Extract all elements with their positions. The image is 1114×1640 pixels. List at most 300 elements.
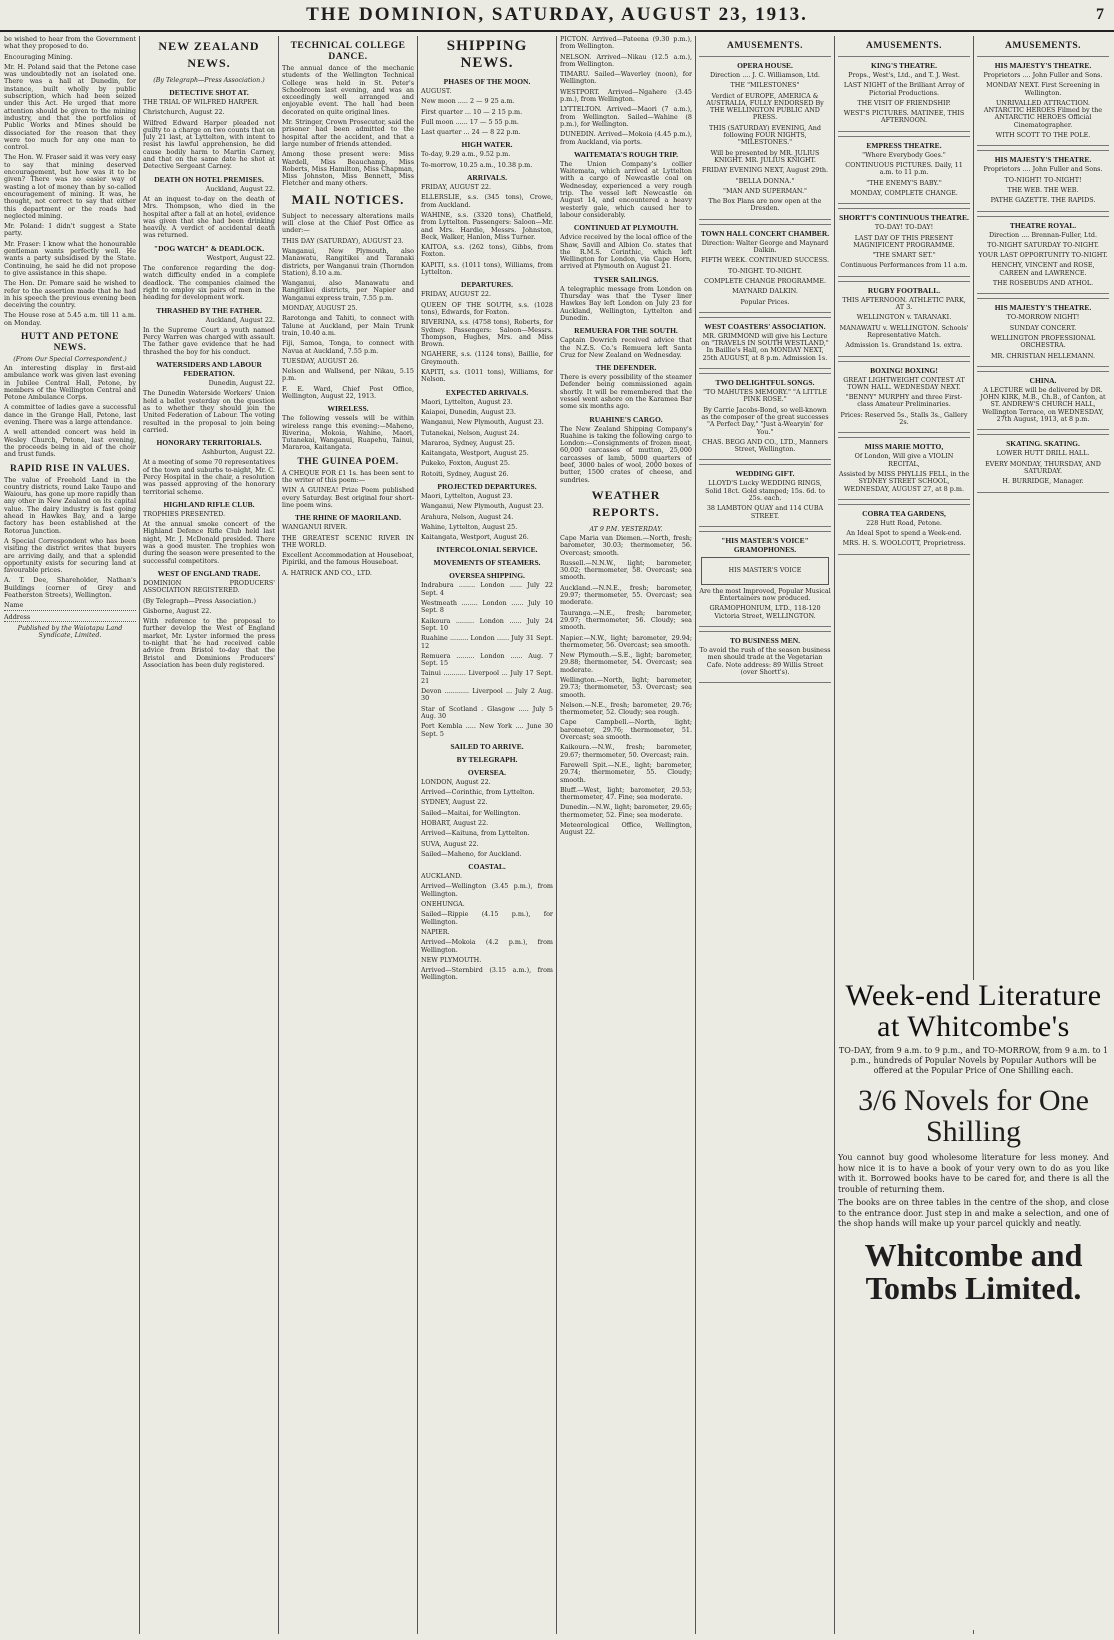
- nz-news-byline: (By Telegraph—Press Association.): [153, 77, 265, 84]
- article-paragraph: Gisborne, August 22.: [143, 606, 212, 615]
- column-rule: [695, 36, 696, 1634]
- departure-entry: KAPITI, s.s. (1011 tons), Williams, for Nelson.: [421, 368, 553, 384]
- oversea-shipping-row: Remuera ......... London ...... Aug. 7 Sept. 15: [421, 651, 553, 668]
- ad-line: A. HATRICK AND CO., LTD.: [282, 568, 372, 577]
- advertisement: [699, 373, 831, 460]
- moon-phase-line: First quarter ... 10 — 2 15 p.m.: [421, 107, 523, 116]
- nz-news-sections: [143, 88, 275, 669]
- ad-title: WEST COASTERS' ASSOCIATION.: [704, 321, 826, 331]
- ad-line: UNRIVALLED ATTRACTION. ANTARCTIC HEROES Filmed by the ANTARCTIC HEROES Official Cinematographer.: [983, 98, 1103, 129]
- weather-report-line: Dunedin.—N.W., light; barometer, 29.65; thermometer, 52. Fine; sea moderate.: [560, 803, 692, 819]
- departure-entry: RIVERINA, s.s. (4758 tons), Roberts, for Sydney. Passengers: Saloon—Messrs. Thompson, Hughes, Mrs. and Miss Brown.: [421, 318, 553, 349]
- advertisement: [838, 361, 970, 434]
- telegram-line: Arrived—Corinthic, from Lyttelton.: [421, 788, 535, 797]
- ad-line: YOUR LAST OPPORTUNITY TO-NIGHT.: [978, 251, 1108, 260]
- moon-phases-heading: PHASES OF THE MOON.: [443, 77, 531, 86]
- whitcombe-body-paragraph: The books are on three tables in the centre of the shop, and close to the entrance door. Just step in and make a selection, and one of the shop hands will make up your parcel quickly and neatly.: [838, 1198, 1109, 1228]
- telegram-line: Arrived—Mokoia (4.2 p.m.), from Wellington.: [421, 938, 553, 954]
- whitcombe-novels-headline: 3/6 Novels for One Shilling: [858, 1084, 1089, 1148]
- whitcombe-body-paragraph: You cannot buy good wholesome literature for less money. And how nice it is to have a book of your very own to do as you like with it. Borrowed books have to be cared for, and there is all the trouble of returning them.: [838, 1153, 1109, 1194]
- article-paragraph: The value of Freehold Land in the country districts, round Lake Taupo and Waiouru, has gone up more rapidly than any other in New Zealand on its capital value. The dairy industry is fast going ahead in Hawkes Bay, and a large factory has been established at the Rotorua Junction.: [4, 475, 136, 535]
- mail-notice-line: MONDAY, AUGUST 25.: [282, 304, 358, 313]
- moon-phase-line: AUGUST.: [421, 87, 452, 95]
- mail-notice-line: Nelson and Wallsend, per Nikau, 5.15 p.m.: [282, 367, 414, 383]
- weather-report-line: Bluff.—West, light; barometer, 29.53; thermometer, 47. Fine; sea moderate.: [560, 785, 692, 802]
- wanganui-river-ad: [282, 524, 414, 577]
- article-paragraph: At a meeting of some 70 representatives of the town and suburbs to-night, Mr. C. Percy Hospital in the chair, a resolution was passed approving of the honorary territorial scheme.: [143, 458, 275, 496]
- article-paragraph: TROPHIES PRESENTED.: [143, 509, 226, 518]
- tyser-article: [560, 286, 692, 322]
- ad-line: Are the most Improved, Popular Musical Entertainers now produced.: [699, 586, 831, 603]
- remuera-heading: REMUERA FOR THE SOUTH.: [574, 326, 678, 336]
- ad-line: Proprietors .... John Fuller and Sons.: [983, 71, 1103, 79]
- section-heading: DEATH ON HOTEL PREMISES.: [154, 174, 264, 184]
- gramophone-logo: HIS MASTER'S VOICE: [701, 557, 828, 585]
- coastal-ports: [560, 36, 692, 146]
- ad-title: HIS MAJESTY'S THEATRE.: [994, 61, 1092, 70]
- oversea-shipping-row: Devon ............ Liverpool ... July 2 Aug. 30: [421, 687, 553, 703]
- shipping-news-heading: SHIPPING NEWS.: [446, 38, 528, 71]
- tyser-heading: TYSER SAILINGS.: [593, 274, 659, 284]
- mail-notice-line: Rarotonga and Tahiti, to connect with Talune at Auckland, per Main Trunk train, 10.40 a.m.: [282, 314, 414, 337]
- high-water-line: To-morrow, 10.25 a.m., 10.38 p.m.: [421, 160, 533, 169]
- article-paragraph: The annual dance of the mechanic students of the Wellington Technical College was held in St. Peter's Schoolroom last evening, and was an exceedingly well arranged and enjoyable event. The hall had been decorated on quite original lines.: [282, 64, 414, 116]
- ad-title: WEDDING GIFT.: [735, 469, 795, 479]
- technical-dance-heading: TECHNICAL COLLEGE DANCE.: [290, 41, 406, 62]
- ad-title: THEATRE ROYAL.: [1009, 220, 1077, 230]
- ad-title: HIS MAJESTY'S THEATRE.: [994, 155, 1092, 165]
- weather-report-line: New Plymouth.—S.E., light; barometer, 29.88; thermometer, 54. Overcast; sea moderate.: [560, 651, 692, 674]
- nz-news-heading: NEW ZEALAND NEWS.: [158, 39, 260, 70]
- advertisement: [977, 150, 1109, 211]
- ad-line: WANGANUI RIVER.: [282, 523, 348, 532]
- ad-line: "BENNY" MURPHY and three First-class Amateur Preliminaries.: [845, 393, 963, 409]
- ad-title: OPERA HOUSE.: [737, 61, 793, 70]
- ad-line: MONDAY NEXT. First Screening in Wellington.: [986, 81, 1100, 97]
- weather-reports-heading: WEATHER REPORTS.: [591, 487, 661, 519]
- telegram-line: Sailed—Rippie (4.15 p.m.), for Wellington.: [421, 910, 553, 926]
- arrival-entry: KAITOA, s.s. (262 tons), Gibbs, from Foxton.: [421, 243, 553, 259]
- ad-line: WELLINGTON PROFESSIONAL ORCHESTRA.: [990, 333, 1096, 350]
- intercolonial-heading: INTERCOLONIAL SERVICE.: [436, 545, 538, 555]
- article-paragraph: Auckland, August 22.: [205, 184, 275, 193]
- departures-list: [421, 291, 553, 383]
- article-paragraph: A CHEQUE FOR £1 1s. has been sent to the writer of this poem:—: [282, 468, 414, 485]
- weather-report-line: Wellington.—North, light; barometer, 29.73; thermometer, 53. Overcast; sea smooth.: [560, 676, 692, 699]
- article-paragraph: A. T. Dee, Shareholder, Nathan's Buildings (corner of Grey and Featherston Streets), Wellington.: [4, 576, 136, 599]
- article-paragraph: The House rose at 5.45 a.m. till 11 a.m. on Monday.: [4, 311, 136, 327]
- ad-line: The Box Plans are now open at the Dresden.: [708, 197, 822, 213]
- article-paragraph: The Dunedin Waterside Workers' Union held a ballot yesterday on the question as to whether they should join the United Federation of Labour. The voting resulted in the proposal to join being carried.: [143, 389, 275, 434]
- article-paragraph: With reference to the proposal to further develop the West of England market, Mr. Lyster informed the press to-night that he had received cable advice from Bristol to-day that the Bristol and Dominions Producers' Association has been duly registered.: [143, 617, 275, 669]
- whitcombe-hours-line: TO-DAY, from 9 a.m. to 9 p.m., and TO-MORROW, from 9 a.m. to 1 p.m., hundreds of Popular Novels by Popular Authors will be offered at the Popular Price of One Shilling each.: [838, 1046, 1109, 1075]
- moon-phase-line: Last quarter ... 24 — 8 22 p.m.: [421, 128, 521, 137]
- advertisement: [977, 371, 1109, 430]
- article-paragraph: (By Telegraph—Press Association.): [143, 596, 257, 605]
- ad-line: MR. GRIMMOND will give his Lecture on "TRAVELS IN SOUTH WESTLAND," In Baillie's Hall, on MONDAY NEXT, 25th AUGUST, at 8 p.m. Admission 1s.: [701, 331, 829, 362]
- cargo-heading: RUAHINE'S CARGO.: [589, 414, 663, 424]
- advertisement: [699, 531, 831, 627]
- article-paragraph: The following vessels will be within wireless range this evening:—Maheno, Riverina, Mokoia, Wahine, Maori, Tutanekai, Wanganui, Ruapehu, Tainui, Mararoa, Kaitangata.: [282, 414, 414, 452]
- rough-trip-heading: WAITEMATA'S ROUGH TRIP.: [573, 149, 679, 159]
- column-2: [143, 36, 275, 1634]
- article-paragraph: The conference regarding the dog-watch difficulty ended in a complete deadlock. The companies claimed the right to employ six pairs of men in the heading for development work.: [143, 264, 275, 302]
- column-4: [421, 36, 553, 1634]
- ad-line: THE ROSEBUDS AND ATHOL.: [992, 279, 1094, 288]
- arrival-entry: WAHINE, s.s. (3320 tons), Chatfield, from Lyttelton. Passengers: Saloon—Mr. and Mrs. Hardie, Messrs. Johnston, Beck, Walker, Hanlon, Miss Turner.: [421, 210, 553, 241]
- column-rule: [556, 36, 557, 1634]
- ad-line: EVERY MONDAY, THURSDAY, AND SATURDAY.: [985, 459, 1101, 475]
- remuera-article: [560, 337, 692, 359]
- masthead: [0, 0, 1114, 32]
- ad-line: LOWER HUTT DRILL HALL.: [996, 449, 1090, 458]
- ad-line: "Where Everybody Goes.": [862, 150, 946, 159]
- article-paragraph: Encouraging Mining.: [4, 52, 73, 61]
- ad-line: TO-NIGHT SATURDAY TO-NIGHT.: [987, 240, 1099, 249]
- ad-line: Continuous Performances from 11 a.m.: [840, 261, 968, 270]
- whitcombe-headline: Week-end Literature at Whitcombe's: [845, 980, 1102, 1043]
- weather-report-line: Russell.—N.N.W., light; barometer, 30.02; thermometer, 58. Overcast; sea smooth.: [560, 558, 692, 582]
- ad-line: Admission 1s. Grandstand 1s. extra.: [845, 341, 963, 350]
- high-water-heading: HIGH WATER.: [461, 140, 513, 150]
- column-rule: [139, 36, 140, 1634]
- coastal-telegrams: [421, 873, 553, 982]
- whitcombe-hours: [838, 1046, 1109, 1079]
- oversea-shipping-row: Port Kembla ..... New York .... June 30 Sept. 5: [421, 722, 553, 738]
- ad-line: "MAN AND SUPERMAN.": [723, 186, 807, 195]
- ad-title: KING'S THEATRE.: [871, 61, 937, 70]
- advertisement: [977, 434, 1109, 492]
- advertisement: [699, 464, 831, 526]
- oversea-shipping-row: Westmeath ........ London ...... July 10 Sept. 8: [421, 599, 553, 615]
- telegraph-heading: BY TELEGRAPH.: [456, 754, 518, 764]
- rapid-rise-article: [4, 477, 136, 600]
- amusements-heading: AMUSEMENTS.: [1005, 41, 1081, 51]
- ad-line: "TO MAHUTES MEMORY." "A LITTLE PINK ROSE.": [703, 388, 827, 404]
- hutt-petone-article: [4, 365, 136, 459]
- ad-line: FRIDAY EVENING NEXT, August 29th.: [701, 166, 829, 175]
- port-report: LYTTELTON. Arrived—Maori (7 a.m.), from Wellington. Sailed—Wahine (8 p.m.), for Wellington.: [560, 105, 692, 128]
- hutt-petone-heading: HUTT AND PETONE NEWS.: [21, 331, 119, 353]
- advertisement: [838, 437, 970, 499]
- article-paragraph: A well attended concert was held in Wesley Church, Petone, last evening, the proceeds being in aid of the choir and trust funds.: [4, 428, 136, 459]
- page-number: 7: [1096, 6, 1104, 23]
- port-report: DUNEDIN. Arrived—Mokoia (4.45 p.m.), from Auckland, via ports.: [560, 130, 692, 146]
- whitcombe-footer: Whitcombe and Tombs Limited.: [864, 1236, 1083, 1306]
- article-paragraph: The Hon. Dr. Pomare said he wished to refer to the assertion made that he had in his speech the previous evening been deceiving the country.: [4, 279, 136, 310]
- section-heading: WATERSIDERS AND LABOUR FEDERATION.: [156, 360, 262, 379]
- form-line: Address: [4, 614, 136, 622]
- weather-report-line: Cape Campbell.—North, light; barometer, 29.76; thermometer, 51. Overcast; sea smooth.: [560, 718, 692, 742]
- ad-line: H. BURRIDGE, Manager.: [1002, 477, 1084, 486]
- weather-report-line: Meteorological Office, Wellington, August 22.: [560, 821, 692, 837]
- advertisement: [838, 504, 970, 555]
- ad-line: SUNDAY CONCERT.: [1009, 323, 1077, 332]
- ad-title: HIS MAJESTY'S THEATRE.: [994, 303, 1092, 313]
- arrivals-list: [421, 184, 553, 276]
- defender-article: [560, 374, 692, 410]
- column-5: [560, 36, 692, 1634]
- telegram-line: Sailed—Maitai, for Wellington.: [421, 808, 521, 817]
- article-paragraph: Mr. H. Poland said that the Petone case was undoubtedly not an isolated one. There was a hall at Dunedin, for instance, built wholly by public subscription, which had been seized under this Act. He urged that more attention should be given to the mining industry, and that the portfolios of Public Works and Mines should be dissociated for the reason that they were too much for any one man to control.: [4, 62, 136, 152]
- moon-phases: [421, 88, 553, 136]
- departures-heading: DEPARTURES.: [461, 280, 513, 290]
- expected-arrival-line: Mararoa, Sydney, August 25.: [421, 438, 515, 447]
- mail-notices: [282, 213, 414, 401]
- weather-report-line: Nelson.—N.E., fresh; barometer, 29.76; thermometer, 52. Cloudy; sea rough.: [560, 700, 692, 717]
- ad-line: TO-NIGHT. TO-NIGHT.: [727, 266, 803, 275]
- port-report: PICTON. Arrived—Pateena (9.30 p.m.), from Wellington.: [560, 36, 692, 51]
- amusements-heading: AMUSEMENTS.: [727, 41, 803, 51]
- article-paragraph: DOMINION PRODUCERS' ASSOCIATION REGISTERED.: [143, 578, 275, 595]
- sailed-heading: SAILED TO ARRIVE.: [450, 741, 524, 751]
- ad-line: COMPLETE CHANGE PROGRAMME.: [704, 276, 826, 285]
- telegram-line: AUCKLAND.: [421, 872, 463, 881]
- ad-line: Popular Prices.: [740, 297, 790, 306]
- movements-heading: MOVEMENTS OF STEAMERS.: [433, 558, 541, 568]
- defender-heading: THE DEFENDER.: [595, 363, 657, 373]
- projected-departure-line: Maori, Lyttelton, August 23.: [421, 491, 513, 500]
- ad-line: Assisted by MISS PHYLLIS FELL, in the SYDNEY STREET SCHOOL, WEDNESDAY, AUGUST 27, at 8 p.m.: [838, 469, 970, 493]
- ad-line: TO-DAY! TO-DAY!: [874, 223, 934, 232]
- telegram-line: SYDNEY, August 22.: [421, 798, 488, 807]
- port-report: NELSON. Arrived—Nikau (12.5 a.m.), from Wellington.: [560, 52, 692, 68]
- weather-report-line: Auckland.—N.N.E., fresh; barometer, 29.97; thermometer, 55. Overcast; sea moderate.: [560, 583, 692, 607]
- projected-departures: [421, 493, 553, 541]
- amusement-ads: [699, 56, 831, 683]
- projected-departure-line: Wahine, Lyttelton, August 25.: [421, 522, 518, 531]
- arrival-entry: KAPITI, s.s. (1011 tons), Williams, from Lyttelton.: [421, 260, 553, 277]
- expected-arrival-line: Tutanekai, Nelson, August 24.: [421, 428, 520, 437]
- port-report: TIMARU. Sailed—Waverley (noon), for Wellington.: [560, 70, 692, 86]
- article-paragraph: A Special Correspondent who has been visiting the district writes that buyers are arriving daily, and that a splendid opportunity exists for securing land at favourable prices.: [4, 536, 136, 575]
- ad-line: Prices: Reserved 5s., Stalls 3s., Gallery 2s.: [840, 410, 968, 427]
- amusements-heading: AMUSEMENTS.: [866, 41, 942, 51]
- moon-phase-line: Full moon ...... 17 — 5 55 p.m.: [421, 117, 519, 126]
- mail-notice-line: Wanganui, also Manawatu and Rangitikei districts, per Napier and Wanganui express train, 7.55 p.m.: [282, 279, 414, 302]
- ad-line: To avoid the rush of the season business men should trade at the Vegetarian Cafe. Note address: 89 Willis Street (over Shortt's).: [699, 646, 831, 676]
- ad-line: "BELLA DONNA.": [735, 176, 795, 185]
- article-paragraph: Among those present were: Miss Wardell, Miss Beauchamp, Miss Roberts, Miss Hamilton, Miss Chapman, Miss Johnston, Miss Bennett, Miss Fletcher and many others.: [282, 150, 414, 188]
- column-6: [699, 36, 831, 1634]
- guinea-poem: [282, 470, 414, 509]
- ad-line: GRAMOPHONIUM, LTD., 118-120 Victoria Street, WELLINGTON.: [709, 604, 821, 620]
- column-1: [4, 36, 136, 1634]
- mail-notice-line: Subject to necessary alterations mails will close at the Chief Post Office as under:—: [282, 211, 414, 235]
- article-paragraph: WIN A GUINEA! Prize Poem published every Saturday. Best original four short-line poem wins.: [282, 486, 414, 509]
- section-heading: HONORARY TERRITORIALS.: [156, 438, 262, 448]
- article-paragraph: Dunedin, August 22.: [208, 379, 275, 388]
- advertisement: [699, 631, 831, 683]
- ad-line: THE GREATEST SCENIC RIVER IN THE WORLD.: [282, 533, 414, 549]
- hutt-petone-byline: (From Our Special Correspondent.): [13, 355, 127, 363]
- telegram-line: NAPIER.: [421, 927, 450, 936]
- advertisement: [838, 281, 970, 357]
- ad-line: Of London, Will give a VIOLIN RECITAL,: [854, 452, 954, 468]
- departure-entry: FRIDAY, AUGUST 22.: [421, 290, 492, 299]
- advertisement: [838, 208, 970, 276]
- ad-line: 38 LAMBTON QUAY and 114 CUBA STREET.: [706, 504, 824, 520]
- publisher-note: Published by the Waiotapu Land Syndicate, Limited.: [17, 623, 123, 640]
- oversea-shipping-row: Star of Scotland . Glasgow ..... July 5 Aug. 30: [421, 704, 553, 720]
- ad-line: MAYNARD DALKIN.: [732, 287, 798, 296]
- ad-line: THE "MILESTONES": [730, 81, 800, 90]
- telegram-line: LONDON, August 22.: [421, 777, 491, 786]
- expected-arrival-line: Pukeko, Foxton, August 25.: [421, 459, 510, 468]
- ad-line: TO-NIGHT! TO-NIGHT!: [1004, 175, 1082, 184]
- ad-line: Proprietors .... John Fuller and Sons.: [983, 165, 1103, 174]
- ad-line: WITH SCOTT TO THE POLE.: [995, 131, 1091, 140]
- departure-entry: NGAHERE, s.s. (1124 tons), Baillie, for Greymouth.: [421, 350, 553, 366]
- oversea-shipping-table: [421, 582, 553, 737]
- share-application-form: [4, 602, 136, 622]
- article-paragraph: Christchurch, August 22.: [143, 108, 225, 117]
- article-paragraph: A telegraphic message from London on Thursday was that the Tyser liner Hawkes Bay left London on July 23 for Auckland, Wellington, Lyttelton and Dunedin.: [560, 284, 692, 322]
- ad-line: THIS (SATURDAY) EVENING, And following FOUR NIGHTS, "MILESTONES.": [708, 123, 821, 147]
- technical-dance-article: [282, 65, 414, 188]
- ad-line: A LECTURE will be delivered by DR. JOHN KIRK, M.B., Ch.B., of Canton, at ST. ANDREW'S CHURCH HALL, Wellington Terrace, on WEDNESDAY, 27th August, 1913, at 8 p.m.: [980, 385, 1106, 424]
- ad-line: Will be presented by MR. JULIUS KNIGHT. MR. JULIUS KNIGHT.: [710, 148, 820, 164]
- section-heading: HIGHLAND RIFLE CLUB.: [163, 499, 255, 509]
- expected-arrival-line: Kaitangata, Westport, August 25.: [421, 449, 529, 458]
- ad-title: TO BUSINESS MEN.: [729, 636, 801, 646]
- mail-notice-line: Wanganui, New Plymouth, also Manawatu, Rangitikei and Taranaki districts, per Wanganui train (Thorndon Station), 8.10 a.m.: [282, 246, 414, 277]
- expected-arrival-line: Rotoiti, Sydney, August 26.: [421, 469, 509, 478]
- whitcombe-advertisement: [838, 980, 1109, 1630]
- article-paragraph: THE TRIAL OF WILFRED HARPER.: [143, 98, 259, 106]
- article-paragraph: Wilfred Edward Harper pleaded not guilty to a charge on two counts that on July 21 last, at Lyttelton, with intent to resist his lawful apprehension, he did cause bodily harm to Martin Carney, and that on the same date he shot at Detective Sergeant Carney.: [143, 118, 275, 171]
- ad-line: Direction .... Brennan-Fuller, Ltd.: [989, 230, 1097, 239]
- projected-departure-line: Arahura, Nelson, August 24.: [421, 512, 514, 521]
- projected-departure-line: Wanganui, New Plymouth, August 23.: [421, 502, 544, 511]
- mail-notices-heading: MAIL NOTICES.: [291, 191, 405, 207]
- telegram-line: NEW PLYMOUTH.: [421, 955, 482, 964]
- plymouth-heading: CONTINUED AT PLYMOUTH.: [573, 223, 679, 233]
- expected-arrivals: [421, 399, 553, 478]
- ad-line: CONTINUOUS PICTURES. Daily, 11 a.m. to 11 p.m.: [845, 161, 963, 177]
- ad-line: Direction .... J. C. Williamson, Ltd.: [710, 71, 820, 79]
- ad-line: WEST'S PICTURES. MATINEE, THIS AFTERNOON.: [843, 109, 965, 125]
- mail-notice-line: Fiji, Samoa, Tonga, to connect with Navua at Auckland, 7.55 p.m.: [282, 339, 414, 355]
- advertisement: [699, 56, 831, 220]
- advertisement: [977, 56, 1109, 146]
- article-paragraph: There is every possibility of the steamer Defender being commissioned again shortly. It will be remembered that the vessel went ashore on the Karamea Bar some six months ago.: [560, 373, 692, 411]
- ad-title: RUGBY FOOTBALL.: [867, 285, 941, 295]
- column-rule: [834, 36, 835, 1634]
- ad-line: Excellent Accommodation at Houseboat, Pipiriki, and the famous Houseboat.: [282, 551, 414, 567]
- article-paragraph: The New Zealand Shipping Company's Ruahine is taking the following cargo to London:—Consignments of frozen meat, 60,000 carcasses of mutton, 25,000 carcasses of lamb, 5000 quarters of beef, 3000 bales of wool, 2000 boxes of butter, 1500 crates of cheese, and sundries.: [560, 424, 692, 484]
- ad-line: WELLINGTON v. TARANAKI.: [856, 313, 952, 322]
- article-paragraph: The Hon. W. Fraser said it was very easy to say that mining deserved encouragement, but how was it to be given? There was no easier way of wasting a lot of money than by so-called encouragement of mining. It was, he thought, not correct to say that either this department or the roads had neglected mining.: [4, 153, 136, 220]
- wireless-heading: WIRELESS.: [327, 404, 369, 414]
- ad-line: HENCHY, VINCENT and ROSE, CAREEN and LAWRENCE.: [991, 261, 1095, 277]
- column-3: [282, 36, 414, 1634]
- ad-line: 228 Hutt Road, Petone.: [866, 518, 942, 527]
- newspaper-title: THE DOMINION, SATURDAY, AUGUST 23, 1913.: [306, 4, 808, 25]
- article-paragraph: Advice received by the local office of the Shaw, Savill and Albion Co. states that the R.M.S. Corinthic, which left Wellington for London, via Cape Horn, arrived at Plymouth on August 21.: [560, 233, 692, 271]
- section-heading: DETECTIVE SHOT AT.: [169, 88, 249, 97]
- section-heading: THRASHED BY THE FATHER.: [156, 305, 262, 315]
- parliament-report: [4, 36, 136, 327]
- ad-line: Props., West's, Ltd., and T. J. West.: [848, 71, 960, 79]
- ad-title: MISS MARIE MOTTO,: [864, 442, 944, 452]
- oversea-telegrams: [421, 779, 553, 858]
- high-water-line: To-day, 9.29 a.m., 9.52 p.m.: [421, 150, 511, 159]
- article-paragraph: be wished to hear from the Government what they proposed to do.: [4, 36, 136, 51]
- article-paragraph: An interesting display in first-aid ambulance work was given last evening in Jubilee Central Hall, Petone, by members of the Wellington Central and Petone Ambulance Corps.: [4, 363, 136, 402]
- form-line: Name: [4, 602, 136, 610]
- projected-departures-heading: PROJECTED DEPARTURES.: [437, 481, 537, 491]
- ad-line: TO-MORROW NIGHT!: [1006, 313, 1080, 322]
- advertisement: [838, 56, 970, 132]
- oversea-shipping-row: Kaikoura ......... London ...... July 24 Sept. 10: [421, 616, 553, 632]
- oversea-shipping-row: Indrabura ........ London ...... July 22 Sept. 4: [421, 581, 553, 597]
- weather-reports: [560, 535, 692, 837]
- telegram-line: Arrived—Kaituna, from Lyttelton.: [421, 829, 530, 838]
- ad-line: LLOYD'S Lucky WEDDING RINGS, Solid 18ct. Gold stamped; 15s. 6d. to 25s. each.: [705, 479, 825, 502]
- article-paragraph: Mr. Poland: I didn't suggest a State party.: [4, 222, 136, 238]
- expected-arrivals-heading: EXPECTED ARRIVALS.: [445, 387, 529, 397]
- telegram-line: Sailed—Maheno, for Auckland.: [421, 849, 522, 858]
- article-paragraph: Westport, August 22.: [206, 253, 275, 262]
- weather-report-line: Cape Maria van Diemen.—North, fresh; barometer, 30.03; thermometer, 56. Overcast; smooth.: [560, 533, 692, 557]
- arrival-entry: ELLERSLIE, s.s. (345 tons), Crowe, from Auckland.: [421, 193, 553, 209]
- ad-line: THE VISIT OF FRIENDSHIP.: [857, 98, 951, 107]
- mail-notice-line: THIS DAY (SATURDAY), AUGUST 23.: [282, 236, 404, 245]
- article-paragraph: Ashburton, August 22.: [202, 448, 275, 457]
- section-heading: WEST OF ENGLAND TRADE.: [157, 568, 261, 578]
- article-paragraph: Mr. Fraser: I know what the honourable gentleman wants perfectly well. He wants a party subsidised by the State. Continuing, he said he did not propose to give assistance in this shape.: [4, 239, 136, 277]
- wireless-notices: [282, 415, 414, 451]
- column-rule: [417, 36, 418, 1634]
- column-rule: [278, 36, 279, 1634]
- rapid-rise-heading: RAPID RISE IN VALUES.: [10, 463, 130, 474]
- ad-line: Direction: Walter George and Maynard Dalkin.: [701, 238, 829, 255]
- telegram-line: ONEHUNGA.: [421, 900, 465, 909]
- article-paragraph: Mr. Stringer, Crown Prosecutor, said the prisoner had been admitted to the hospital after the accident, and that a large number of friends attended.: [282, 118, 414, 148]
- rough-trip-article: [560, 161, 692, 219]
- ad-line: MONDAY, COMPLETE CHANGE.: [850, 188, 958, 197]
- ad-line: GREAT LIGHTWEIGHT CONTEST AT TOWN HALL. WEDNESDAY NEXT.: [843, 375, 965, 391]
- ad-line: MRS. H. S. WOOLCOTT, Proprietress.: [842, 539, 966, 548]
- ad-line: THE WEB. THE WEB.: [1007, 185, 1079, 194]
- weather-report-line: Napier.—N.W., light; barometer, 29.94; thermometer, 56. Overcast; sea smooth.: [560, 633, 692, 649]
- wanganui-river-heading: THE RHINE OF MAORILAND.: [295, 513, 401, 523]
- expected-arrival-line: Maori, Lyttelton, August 23.: [421, 397, 513, 406]
- amusement-ads: [977, 56, 1109, 493]
- oversea-heading: OVERSEA.: [467, 767, 507, 777]
- article-paragraph: Auckland, August 22.: [205, 315, 275, 324]
- weather-subheading: AT 9 P.M. YESTERDAY.: [589, 525, 663, 533]
- port-report: WESTPORT. Arrived—Ngahere (3.45 p.m.), from Wellington.: [560, 87, 692, 104]
- article-paragraph: At the annual smoke concert of the Highland Defence Rifle Club held last night, Mr. J. McDonald presided. There was a good muster. The trophies won during the season were presented to the successful competitors.: [143, 520, 275, 565]
- ad-title: TOWN HALL CONCERT CHAMBER.: [700, 228, 830, 238]
- article-paragraph: At an inquest to-day on the death of Mrs. Thompson, who died in the hospital after a fall at an hotel, evidence was given that she had been drinking heavily. A verdict of accidental death was returned.: [143, 194, 275, 240]
- ad-line: "THE ENEMY'S BABY.": [866, 178, 942, 187]
- ad-line: MANAWATU v. WELLINGTON. Schools' Representative Match.: [839, 323, 969, 339]
- article-paragraph: In the Supreme Court a youth named Percy Warren was charged with assault. The father gave evidence that he had thrashed the boy for his conduct.: [143, 325, 275, 356]
- mail-notice-line: F. E. Ward, Chief Post Office, Wellington, August 22, 1913.: [282, 384, 414, 400]
- ad-title: "HIS MASTER'S VOICE" GRAMOPHONES.: [721, 535, 809, 554]
- advertisement: [977, 216, 1109, 295]
- weather-report-line: Tauranga.—N.E., fresh; barometer, 29.97; thermometer, 56. Cloudy; sea smooth.: [560, 608, 692, 632]
- ad-line: CHAS. BEGG AND CO., LTD., Manners Street, Wellington.: [702, 437, 828, 454]
- high-water: [421, 151, 553, 169]
- oversea-shipping-row: Ruahine ......... London ...... July 31 Sept. 12: [421, 634, 553, 650]
- arrivals-heading: ARRIVALS.: [466, 173, 508, 183]
- oversea-shipping-row: Tainui ........... Liverpool ... July 17 Sept. 21: [421, 669, 553, 685]
- advertisement: [838, 136, 970, 204]
